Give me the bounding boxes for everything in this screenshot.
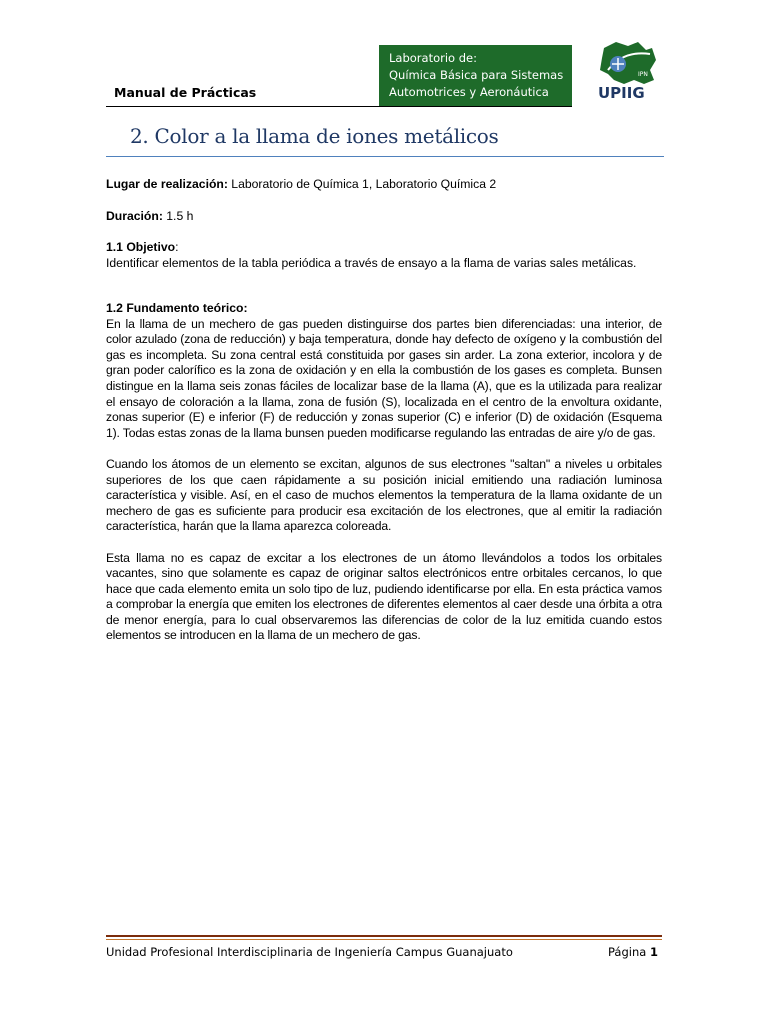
duracion-line	[106, 209, 662, 225]
lugar-label: Lugar de realización:	[106, 177, 228, 191]
fundamento-heading	[106, 301, 662, 317]
title-divider	[106, 156, 664, 157]
objetivo-colon: :	[175, 240, 179, 254]
objetivo-text: Identificar elementos de la tabla periódica a través de ensayo a la flama de varias sales metálicas.	[106, 255, 637, 270]
lab-title-line-1: Laboratorio de:	[389, 51, 477, 65]
footer-divider-light	[106, 939, 662, 940]
footer-page	[608, 945, 658, 959]
fundamento-paragraph-1: En la llama de un mechero de gas pueden distinguirse dos partes bien diferenciadas: una interior, de color azulado (zona de reducción) y baja temperatura, donde hay defecto de oxígeno y la combustión del gas es incompleta. Su zona central está constituida por gases sin arder. La zona exterior, incolora y de gran poder calorífico es la zona de oxidación y en ella la combustión de los gases es completa. Bunsen distingue en la llama seis zonas fáciles de localizar base de la llama (A), que es la utilizada para realizar el ensayo de coloración a la llama, zona de fusión (S), localizada en el centro de la envoltura oxidante, zonas superior (E) e inferior (F) de reducción y zonas superior (C) e inferior (D) de oxidación (Esquema 1). Todas estas zonas de la llama bunsen pueden modificarse regulando las entradas de aire y/o de gas.	[106, 316, 662, 440]
objetivo-heading-line	[106, 240, 662, 256]
lab-title-line-2: Química Básica para Sistemas	[389, 68, 564, 82]
footer-page-label: Página	[608, 945, 650, 959]
objetivo-section	[106, 240, 662, 271]
lab-title-line-3: Automotrices y Aeronáutica	[389, 85, 549, 99]
lugar-line	[106, 177, 662, 193]
fundamento-paragraph-3: Esta llama no es capaz de excitar a los electrones de un átomo llevándolos a todos los orbitales vacantes, sino que solamente es capaz de originar saltos electrónicos entre orbitales cercanos, lo que hace que cada elemento emita un solo tipo de luz, pudiendo identificarse por ella. En esta práctica vamos a comprobar la energía que emiten los electrones de diferentes elementos al caer desde una órbita a otra de menor energía, para lo cual observaremos las diferencias de color de la luz emitida cuando estos elementos se introducen en la llama de un mechero de gas.	[106, 550, 662, 643]
footer-institution: Unidad Profesional Interdisciplinaria de Ingeniería Campus Guanajuato	[106, 945, 513, 959]
header-divider	[106, 106, 572, 107]
fundamento-section	[106, 301, 662, 644]
upiig-logo	[594, 40, 658, 102]
fundamento-heading-text: 1.2 Fundamento teórico:	[106, 301, 248, 315]
objetivo-heading: 1.1 Objetivo	[106, 240, 176, 254]
lab-title-box	[379, 45, 572, 106]
fundamento-paragraph-2: Cuando los átomos de un elemento se excitan, algunos de sus electrones "saltan" a niveles u orbitales superiores de los que caen rápidamente a su posición inicial emitiendo una radiación luminosa característica y visible. Así, en el caso de muchos elementos la temperatura de la llama oxidante de un mechero de gas es suficiente para producir esa excitación de los electrones, que al emitir la radiación característica, harán que la llama aparezca coloreada.	[106, 456, 662, 534]
logo-text: UPIIG	[598, 84, 645, 102]
manual-label: Manual de Prácticas	[114, 85, 257, 100]
lugar-value: Laboratorio de Química 1, Laboratorio Química 2	[227, 177, 497, 191]
duracion-value: 1.5 h	[162, 209, 194, 223]
footer-divider-dark	[106, 935, 662, 937]
practice-title: 2. Color a la llama de iones metálicos	[130, 124, 499, 148]
footer-page-number: 1	[649, 945, 658, 959]
logo-ipn-text: IPN	[638, 71, 648, 78]
duracion-label: Duración:	[106, 209, 163, 223]
